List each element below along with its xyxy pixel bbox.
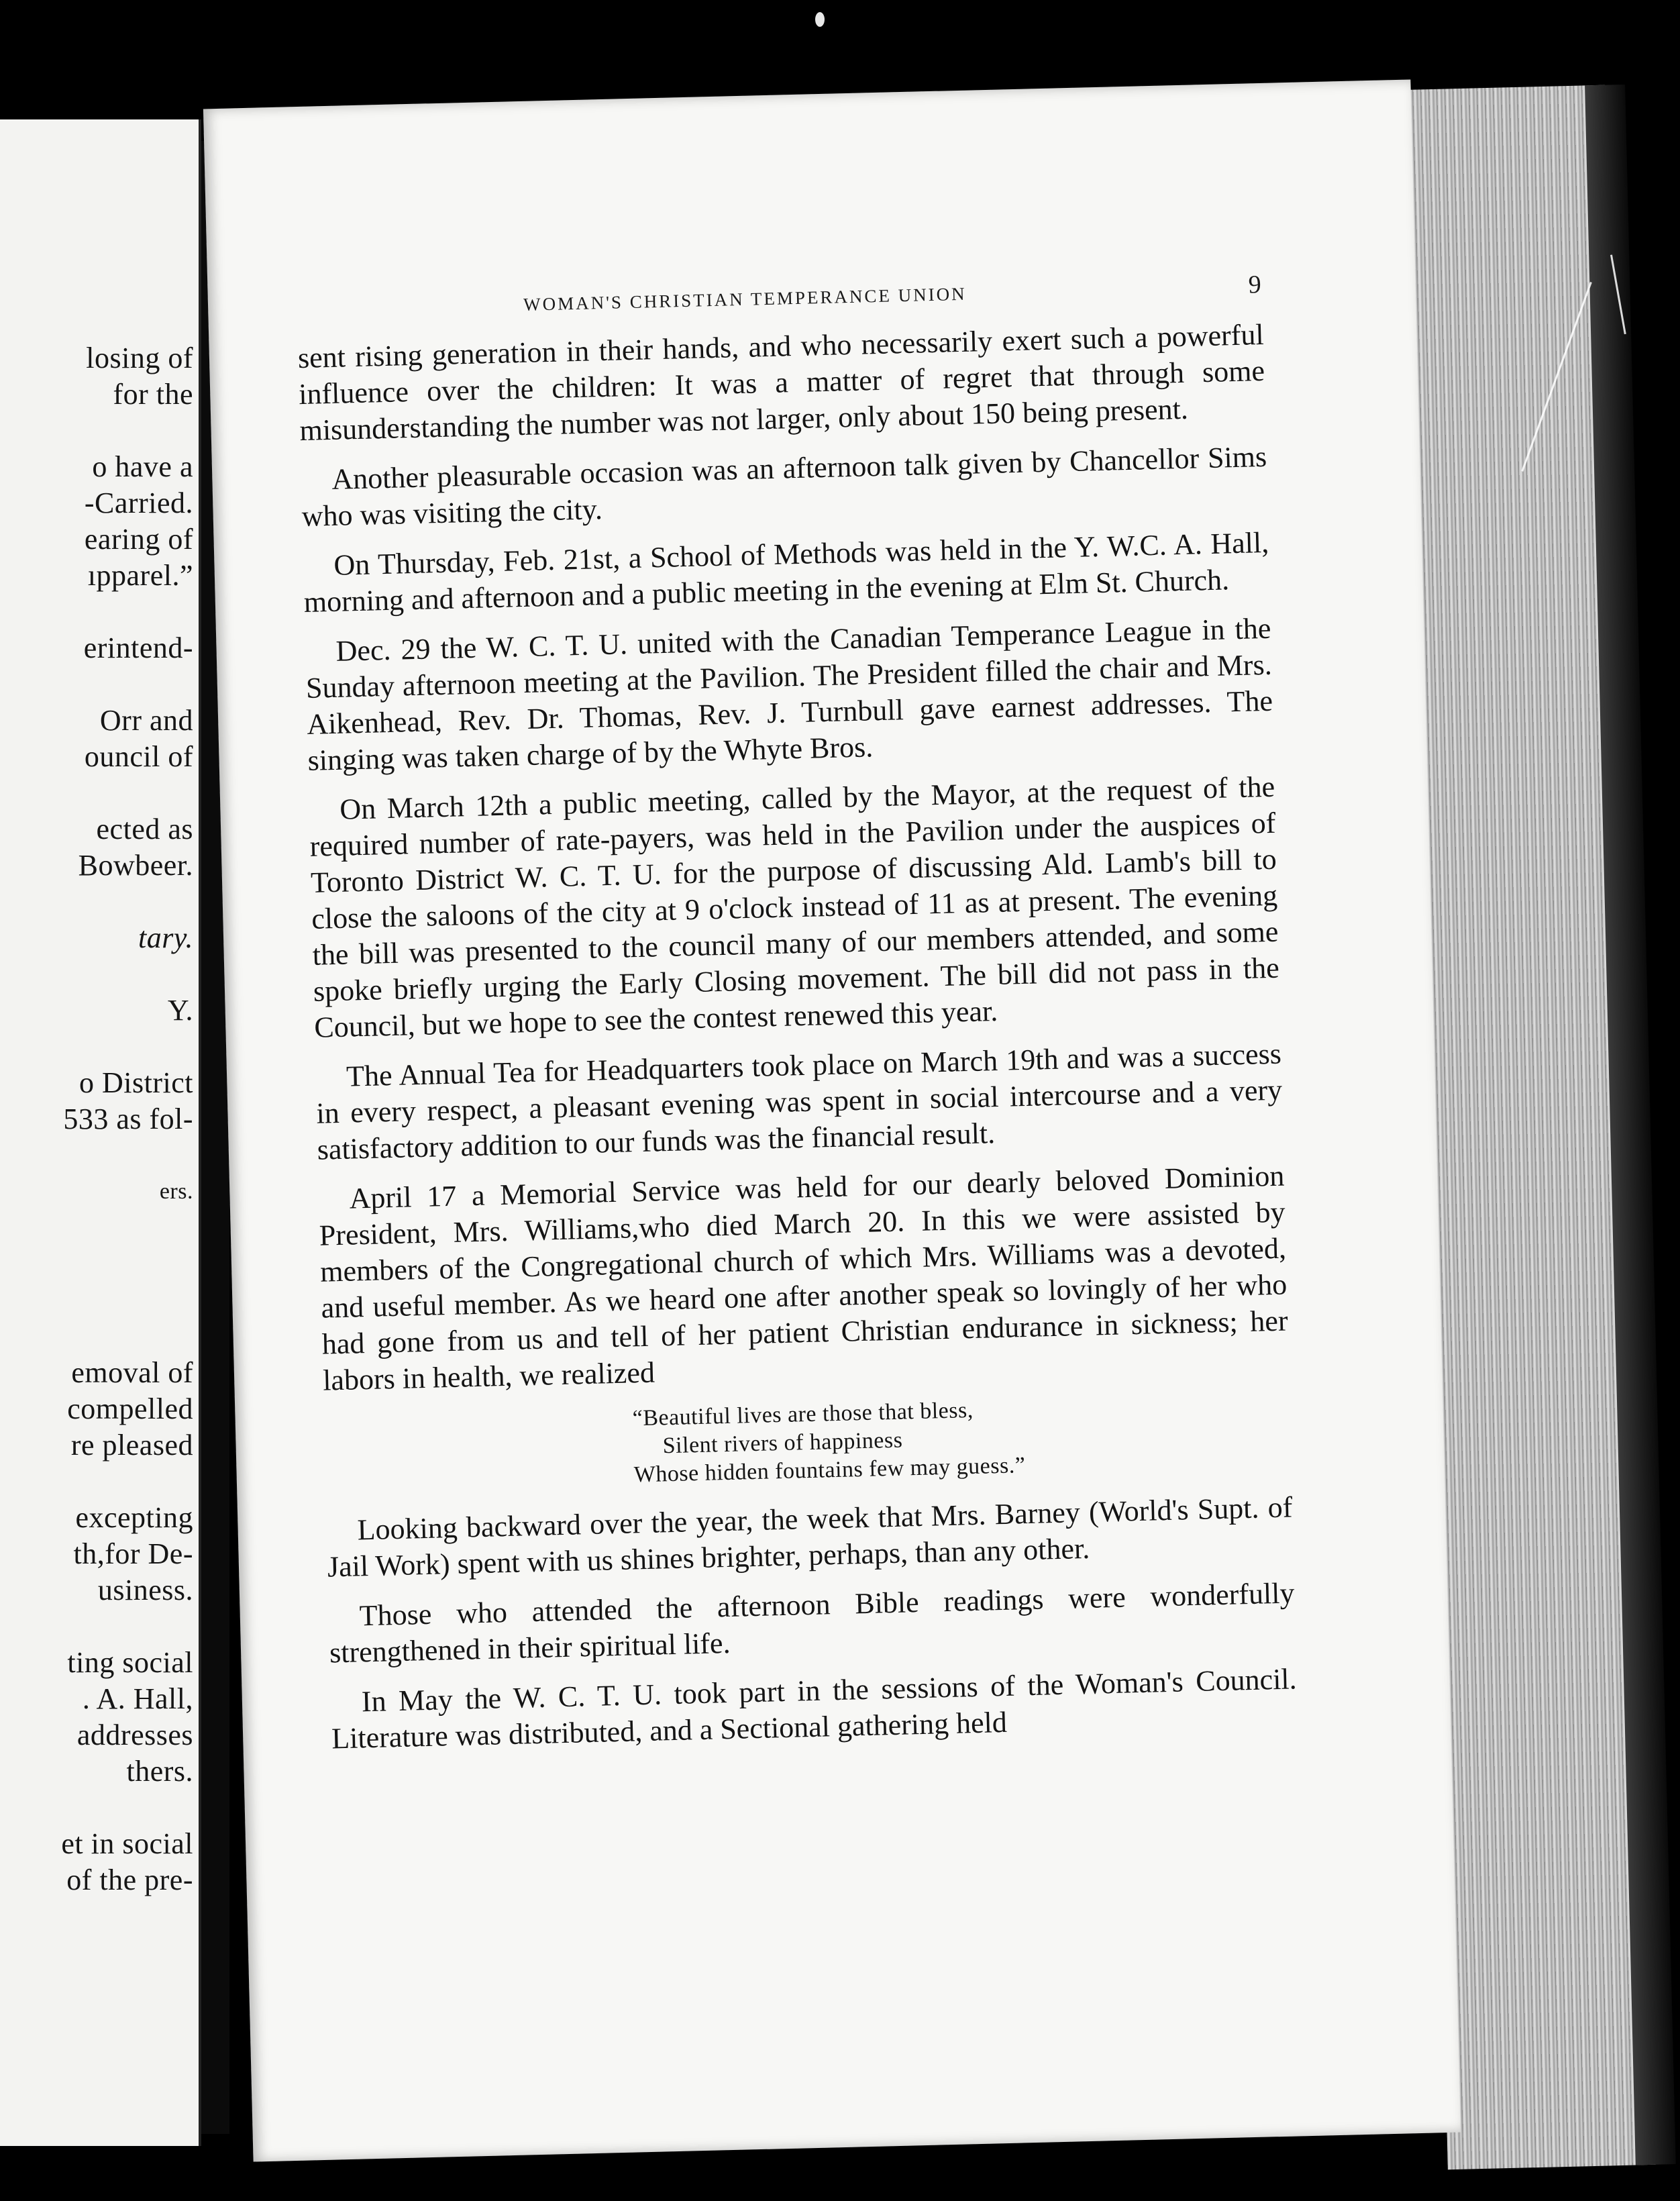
previous-page-line: of the pre- (66, 1863, 193, 1896)
running-head (523, 270, 1262, 317)
previous-page-line: Bowbeer. (78, 849, 193, 882)
previous-page-line: . A. Hall, (82, 1682, 193, 1715)
paragraph: On March 12th a public meeting, called by the Mayor, at the request of the required number of rate-payers, was held in the Pavilion under the auspices of Toronto District W. C. T. U. for the purpose of discussing Ald. Lamb's bill to close the saloons of the city at 9 o'clock instead of 11 as at present. The evening the bill was presented to the council many of our members attended, and some spoke briefly urging the Early Closing movement. The bill did not pass in the Council, but we hope to see the contest renewed this year. (309, 770, 1280, 1044)
previous-page-line: usiness. (97, 1574, 193, 1606)
previous-page-line: ıpparel.” (87, 559, 193, 592)
previous-page-fragment (0, 119, 201, 2146)
previous-page-line: -Carried. (84, 487, 193, 519)
verse-line: Silent rivers of happiness (662, 1427, 903, 1459)
previous-page-line: losing of (86, 342, 193, 374)
verse-quotation (323, 1388, 1292, 1496)
paragraph: On Thursday, Feb. 21st, a School of Methods was held in the Y. W.C. A. Hall, morning and afternoon and a public meeting in the evening at Elm St. Church. (303, 525, 1269, 619)
previous-page-line: Y. (167, 994, 193, 1027)
page-body (297, 317, 1298, 1771)
previous-page-line: tary. (138, 921, 193, 954)
verse-line: Whose hidden fountains few may guess.” (633, 1453, 1026, 1488)
paragraph: In May the W. C. T. U. took part in the sessions of the Woman's Council. Literature was distributed, and a Sectional gathering held (331, 1662, 1298, 1755)
previous-page-line: ers. (159, 1179, 193, 1204)
previous-page-line: compelled (67, 1392, 193, 1425)
previous-page-line: addresses (76, 1719, 193, 1751)
previous-page-line: ected as (96, 813, 193, 846)
paragraph: Looking backward over the year, the week that Mrs. Barney (World's Supt. of Jail Work) spent with us shines brighter, perhaps, than any other. (327, 1490, 1293, 1584)
paragraph: April 17 a Memorial Service was held for our dearly beloved Dominion President, Mrs. Williams,who died March 20. In this we were assisted by members of the Congregational church of which Mrs. Williams was a devoted, and useful member. As we heard one after another speak so lovingly of her who had gone from us and tell of her patient Christian endurance in sickness; her labors in health, we realized (319, 1159, 1289, 1397)
previous-page-line: excepting (75, 1501, 193, 1534)
previous-page-line: o have a (92, 450, 193, 483)
previous-page-line: ting social (67, 1646, 193, 1679)
previous-page-line: earing of (84, 523, 193, 556)
previous-page-line: emoval of (71, 1356, 193, 1389)
previous-page-line: Orr and (99, 704, 193, 737)
book-page (203, 79, 1461, 2161)
previous-page-line: for the (113, 378, 193, 411)
paragraph: Another pleasurable occasion was an afternoon talk given by Chancellor Sims who was visiting the city. (301, 440, 1267, 533)
previous-page-line: re pleased (70, 1429, 193, 1462)
previous-page-line: 533 as fol- (63, 1103, 193, 1135)
paragraph: The Annual Tea for Headquarters took place on March 19th and was a success in every respect, a pleasant evening was spent in social intercourse and a very satisfactory addition to our funds was the financial result. (315, 1037, 1283, 1166)
previous-page-line: thers. (126, 1755, 193, 1788)
verse-line: “Beautiful lives are those that bless, (632, 1397, 974, 1431)
paragraph: Those who attended the afternoon Bible readings were wonderfully strengthened in their spiritual life. (329, 1576, 1296, 1670)
running-title: WOMAN'S CHRISTIAN TEMPERANCE UNION (523, 283, 967, 315)
previous-page-line: th,for De- (73, 1537, 193, 1570)
paragraph: Dec. 29 the W. C. T. U. united with the Canadian Temperance League in the Sunday afternoon meeting at the Pavilion. The President filled the chair and Mrs. Aikenhead, Rev. Dr. Thomas, Rev. J. Turnbull gave earnest addresses. The singing was taken charge of by the Whyte Bros. (305, 611, 1273, 777)
dust-speck (815, 12, 825, 27)
previous-page-line: ouncil of (84, 740, 193, 773)
previous-page-line: erintend- (83, 631, 193, 664)
paragraph: sent rising generation in their hands, and who necessarily exert such a powerful influence over the children: It was a matter of regret that through some misunderstanding the number was not larger, only about 150 being present. (297, 317, 1265, 448)
previous-page-line: et in social (61, 1827, 193, 1860)
page-number: 9 (1248, 270, 1262, 299)
previous-page-line: o District (79, 1066, 193, 1099)
